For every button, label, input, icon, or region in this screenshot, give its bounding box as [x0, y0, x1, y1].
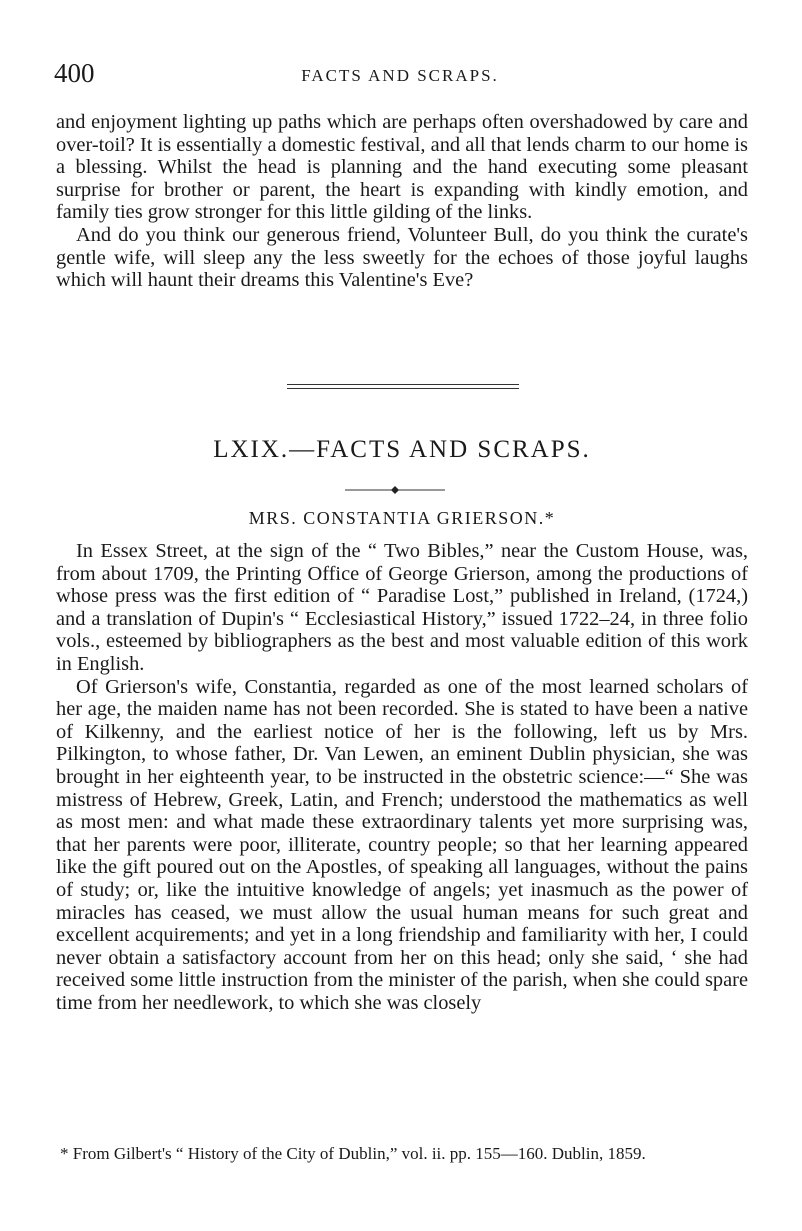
ornament-divider	[345, 484, 445, 496]
article-paragraph-2: Of Grierson's wife, Constantia, regarded as one of the most learned scholars of her age, the maiden name has not been recorded. She is stated to have been a native of Kilkenny, and the earliest notice of her is the following, left us by Mrs. Pilkington, to whose father, Dr. Van Lewen, an eminent Dublin physician, she was brought in her eighteenth year, to be instructed in the obstetric science:—“ She was mistress of Hebrew, Greek, Latin, and French; understood the mathematics as well as most men: and what made these extraordinary talents yet more surprising was, that her parents were poor, illiterate, country people; so that her learning appeared like the gift poured out on the Apostles, of speaking all languages, without the pains of study; or, like the intuitive knowledge of angels; yet inasmuch as the power of miracles has ceased, we must allow the usual human means for such great and excellent acquirements; and yet in a long friendship and familiarity with her, I could never obtain a satisfactory account from her on this head; only she said, ‘ she had received some little instruction from the minister of the parish, when she could spare time from her needlework, to which she was closely	[56, 675, 748, 1014]
article-text	[56, 540, 748, 1014]
footnote	[48, 1143, 758, 1165]
section-rule-top	[287, 384, 519, 385]
section-rule-bottom	[287, 388, 519, 389]
page-number: 400	[54, 58, 95, 88]
page-header	[40, 58, 760, 94]
section-title: LXIX.—FACTS AND SCRAPS.	[213, 436, 591, 463]
article-paragraph-1: In Essex Street, at the sign of the “ Two Bibles,” near the Custom House, was, from about 1709, the Printing Office of George Grierson, among the productions of whose press was the first edition of “ Paradise Lost,” published in Ireland, (1724,) and a translation of Dupin's “ Ecclesiastical History,” issued 1722–24, in three folio vols., esteemed by bibliographers as the best and most valuable edition of this work in English.	[56, 540, 748, 675]
footnote-text: * From Gilbert's “ History of the City of Dublin,” vol. ii. pp. 155—160. Dublin, 1859.	[60, 1144, 646, 1163]
intro-text	[56, 111, 748, 292]
running-head: FACTS AND SCRAPS.	[301, 66, 499, 85]
article-subtitle: MRS. CONSTANTIA GRIERSON.*	[248, 508, 556, 528]
intro-paragraph-1: and enjoyment lighting up paths which are perhaps often overshadowed by care and over-toil? It is essentially a domestic festival, and all that lends charm to our home is a blessing. Whilst the head is planning and the hand executing some pleasant surprise for brother or parent, the heart is expanding with kindly emotion, and family ties grow stronger for this little gilding of the links.	[56, 111, 748, 224]
intro-paragraph-2: And do you think our generous friend, Volunteer Bull, do you think the curate's gentle wife, will sleep any the less sweetly for the echoes of those joyful laughs which will haunt their dreams this Valentine's Eve?	[56, 223, 748, 292]
